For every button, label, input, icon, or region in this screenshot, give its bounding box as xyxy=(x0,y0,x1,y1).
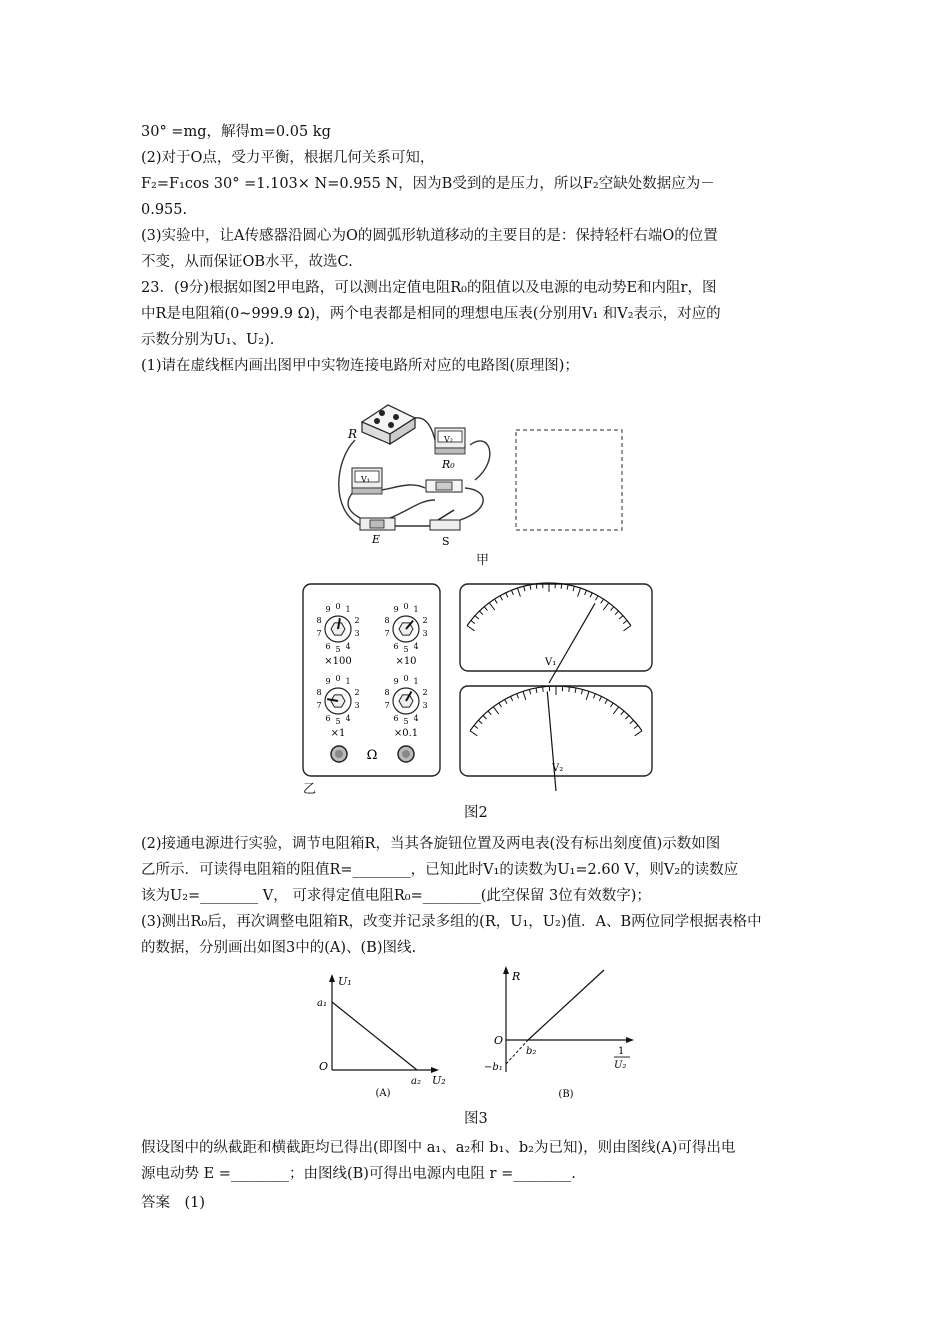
dial-digit: 4 xyxy=(413,642,419,651)
text-line: (2)对于O点，受力平衡，根据几何关系可知， xyxy=(141,150,435,166)
text-line: 23．(9分)根据如图2甲电路，可以测出定值电阻R₀的阻值以及电源的电动势E和内阻r，图 xyxy=(141,280,717,296)
dial-digit: 6 xyxy=(393,642,399,651)
graph-a xyxy=(315,968,465,1098)
resistance-box-icon xyxy=(362,405,415,444)
text-line: (1)请在虚线框内画出图甲中实物连接电路所对应的电路图(原理图)； xyxy=(141,358,579,374)
wire xyxy=(470,441,490,480)
dial-digit: 0 xyxy=(335,602,341,611)
meter-v1-label: V₁ xyxy=(545,657,557,668)
origin-label: O xyxy=(319,1060,329,1073)
ohm-symbol: Ω xyxy=(366,748,378,763)
wire xyxy=(380,485,425,490)
label-V1: V₁ xyxy=(361,475,370,484)
terminal-icon xyxy=(335,750,343,758)
wire xyxy=(460,488,483,520)
y-axis-label: U₁ xyxy=(338,975,352,988)
x-axis-denominator: U₂ xyxy=(614,1060,627,1071)
dial-multiplier: ×1 xyxy=(330,728,346,739)
figure-caption-yi: 乙 xyxy=(303,782,317,797)
dial-digit: 6 xyxy=(393,714,399,723)
dial-multiplier: ×10 xyxy=(395,656,417,667)
dial-digit: 8 xyxy=(384,616,390,625)
dial-digit: 8 xyxy=(316,616,322,625)
dial-digit: 4 xyxy=(345,642,351,651)
figure-caption-3: 图3 xyxy=(464,1111,488,1127)
text-line: 乙所示．可读得电阻箱的阻值R=________，已知此时V₁的读数为U₁=2.60 V，则V₂的读数应 xyxy=(141,862,739,878)
text-line: 源电动势 E =________；由图线(B)可得出电源内电阻 r =________. xyxy=(141,1166,576,1182)
dial-digit: 0 xyxy=(403,602,409,611)
dial-digit: 2 xyxy=(422,616,428,625)
dial-digit: 4 xyxy=(413,714,419,723)
dial-multiplier: ×0.1 xyxy=(393,728,419,739)
dial-digit: 5 xyxy=(403,645,409,654)
dial-digit: 0 xyxy=(403,674,409,683)
graph-b-label: (B) xyxy=(558,1089,574,1100)
text-line: 答案 (1) xyxy=(141,1195,206,1211)
figure-caption-2: 图2 xyxy=(464,805,488,821)
label-R: R xyxy=(348,427,358,441)
text-line: (3)实验中，让A传感器沿圆心为O的圆弧形轨道移动的主要目的是：保持轻杆右端O的位置 xyxy=(141,228,718,244)
meter-tick xyxy=(543,687,544,692)
dial-digit: 5 xyxy=(335,645,341,654)
label-R0: R₀ xyxy=(442,458,455,471)
dial-digit: 3 xyxy=(354,629,360,638)
y-axis-label: R xyxy=(512,970,521,983)
dial-digit: 7 xyxy=(316,701,322,710)
dial-digit: 4 xyxy=(345,714,351,723)
text-line: 的数据，分别画出如图3中的(A)、(B)图线. xyxy=(141,940,417,956)
origin-label: O xyxy=(494,1034,504,1047)
neg-intercept-label: −b₁ xyxy=(484,1062,503,1073)
label-E: E xyxy=(372,533,381,546)
dial-digit: 1 xyxy=(413,605,419,614)
dial-digit: 6 xyxy=(325,714,331,723)
x-axis-numerator: 1 xyxy=(618,1046,625,1057)
dial-digit: 9 xyxy=(393,605,399,614)
dial-digit: 9 xyxy=(325,677,331,686)
text-line: (2)接通电源进行实验，调节电阻箱R，当其各旋钮位置及两电表(没有标出刻度值)示数如图 xyxy=(141,836,721,852)
dial-digit: 3 xyxy=(422,629,428,638)
graph-line xyxy=(332,1002,417,1070)
graph-line-extension xyxy=(506,1040,528,1064)
text-line: 示数分别为U₁、U₂). xyxy=(141,332,275,348)
label-S: S xyxy=(442,535,450,548)
dial-digit: 2 xyxy=(354,616,360,625)
dial-digit: 5 xyxy=(403,717,409,726)
wire xyxy=(390,500,435,518)
dial-digit: 7 xyxy=(384,701,390,710)
dial-digit: 2 xyxy=(422,688,428,697)
text-line: 该为U₂=________ V， 可求得定值电阻R₀=________(此空保留 3位有效数字)； xyxy=(141,888,651,904)
text-line: 中R是电阻箱(0~999.9 Ω)，两个电表都是相同的理想电压表(分别用V₁ 和V₂表示，对应的 xyxy=(141,306,721,322)
dial-digit: 7 xyxy=(384,629,390,638)
dial-digit: 1 xyxy=(413,677,419,686)
graph-b xyxy=(484,962,650,1102)
text-line: 不变，从而保证OB水平，故选C. xyxy=(141,254,353,270)
x-intercept-label: a₂ xyxy=(411,1076,421,1087)
text-line: 30° =mg，解得m=0.05 kg xyxy=(141,124,331,140)
dial-digit: 1 xyxy=(345,677,351,686)
terminal-icon xyxy=(402,750,410,758)
graph-line xyxy=(528,970,604,1040)
y-intercept-label: a₁ xyxy=(317,998,327,1009)
meter-tick xyxy=(561,584,562,589)
answer-dashed-box xyxy=(516,430,622,530)
figure-yi xyxy=(302,583,654,778)
meter-v2-label: V₂ xyxy=(552,763,564,774)
x-axis-label: U₂ xyxy=(432,1074,446,1087)
dial-digit: 5 xyxy=(335,717,341,726)
switch-icon xyxy=(430,510,460,530)
dial-digit: 8 xyxy=(316,688,322,697)
text-line: 假设图中的纵截距和横截距均已得出(即图中 a₁、a₂和 b₁、b₂为已知)，则由图线(A)可得出电 xyxy=(141,1140,736,1156)
dial-digit: 3 xyxy=(354,701,360,710)
meter-tick xyxy=(536,584,537,589)
dial-digit: 8 xyxy=(384,688,390,697)
circuit-figure-jia xyxy=(330,400,630,548)
text-line: 0.955. xyxy=(141,202,188,218)
dial-multiplier: ×100 xyxy=(324,656,352,667)
dial-digit: 9 xyxy=(325,605,331,614)
dial-digit: 3 xyxy=(422,701,428,710)
meter-tick xyxy=(569,687,570,692)
dial-digit: 2 xyxy=(354,688,360,697)
x-intercept-label: b₂ xyxy=(526,1046,537,1057)
dial-digit: 6 xyxy=(325,642,331,651)
battery-icon xyxy=(360,518,395,530)
graph-a-label: (A) xyxy=(375,1088,391,1099)
figure-caption-jia: 甲 xyxy=(476,553,490,568)
dial-digit: 7 xyxy=(316,629,322,638)
label-V2: V₂ xyxy=(444,435,453,444)
dial-digit: 1 xyxy=(345,605,351,614)
text-line: F₂=F₁cos 30° =1.103× N=0.955 N，因为B受到的是压力，所以F₂空缺处数据应为－ xyxy=(141,176,715,192)
resistor-icon xyxy=(426,480,462,492)
dial-digit: 9 xyxy=(393,677,399,686)
dial-digit: 0 xyxy=(335,674,341,683)
text-line: (3)测出R₀后，再次调整电阻箱R，改变并记录多组的(R，U₁，U₂)值．A、B两位同学根据表格中 xyxy=(141,914,762,930)
